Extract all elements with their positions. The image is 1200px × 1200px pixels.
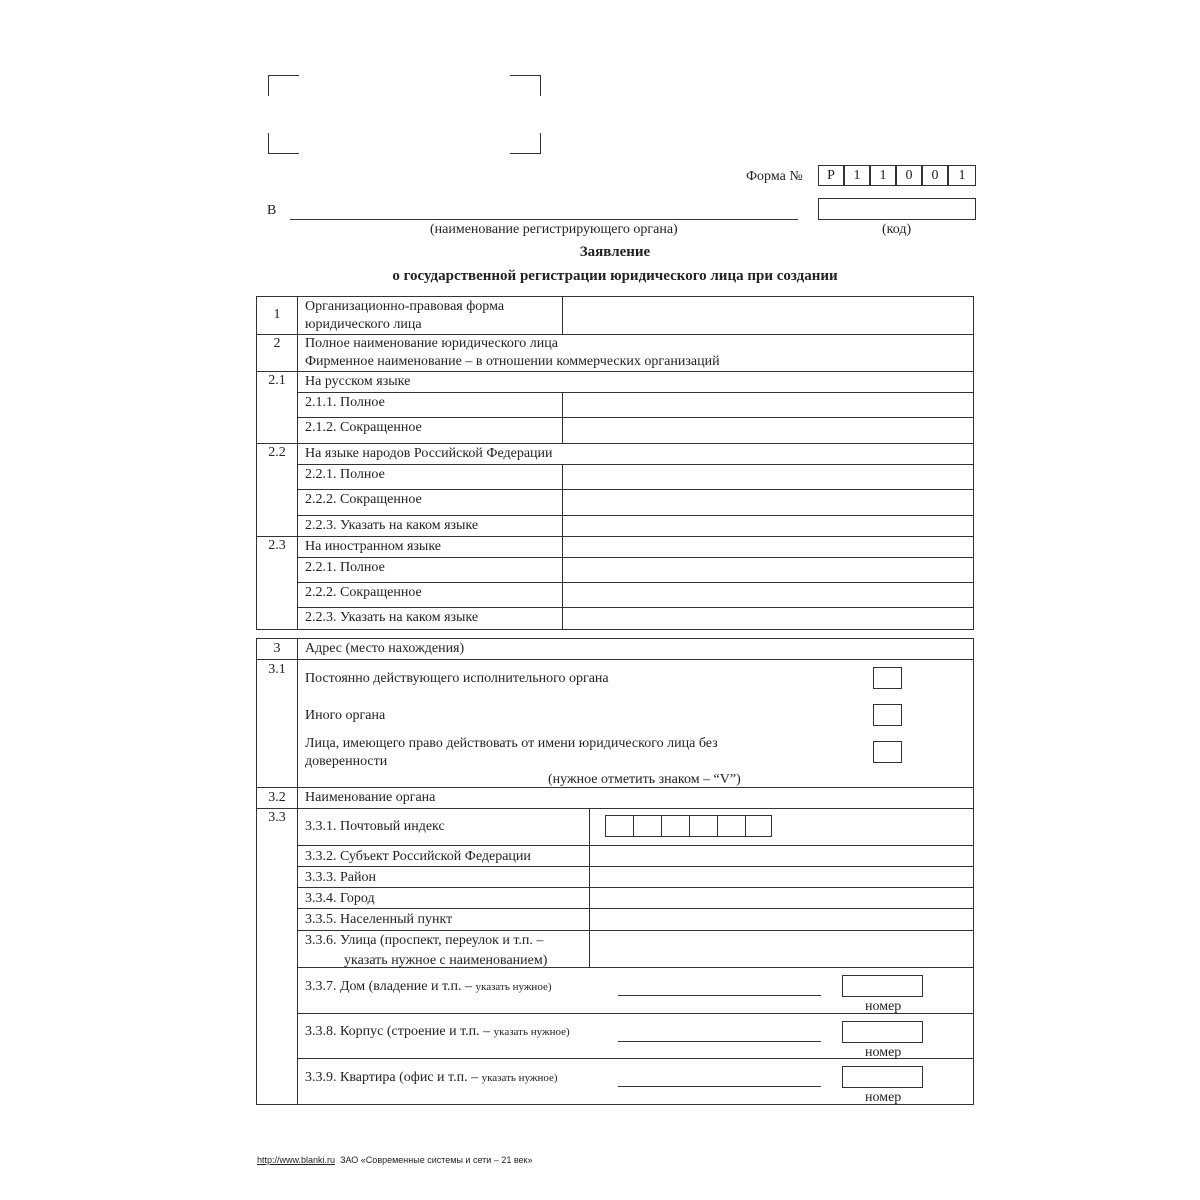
option-authorized-person-label: Лица, имеющего право действовать от имени юридического лица без (305, 736, 718, 751)
national-short-name-value[interactable] (564, 490, 972, 514)
national-language-name-label: 2.2.3. Указать на каком языке (305, 518, 479, 533)
footer-company: ЗАО «Современные системы и сети – 21 век» (340, 1155, 533, 1165)
region-label: 3.3.2. Субъект Российской Федерации (305, 849, 531, 864)
authority-hint: (наименование регистрирующего органа) (430, 222, 678, 237)
corner-mark-bottom-right (510, 133, 541, 154)
postal-code-cell[interactable] (661, 815, 690, 837)
russian-short-name-label: 2.1.2. Сокращенное (305, 420, 422, 435)
city-value[interactable] (591, 888, 972, 907)
row-number: 3.3 (268, 810, 286, 825)
document-title: Заявление (579, 244, 651, 260)
house-label: 3.3.7. Дом (владение и т.п. – указать нужное) (305, 979, 552, 994)
postal-code-cell[interactable] (689, 815, 718, 837)
settlement-label: 3.3.5. Населенный пункт (305, 912, 453, 927)
house-number-hint: номер (865, 999, 902, 1014)
house-number-field[interactable] (842, 975, 923, 997)
postal-code-label: 3.3.1. Почтовый индекс (305, 819, 445, 834)
district-label: 3.3.3. Район (305, 870, 376, 885)
apartment-number-field[interactable] (842, 1066, 923, 1088)
option-authorized-person-label-line2: доверенности (305, 754, 388, 769)
row-number: 1 (273, 307, 281, 322)
option-executive-body-checkbox[interactable] (873, 667, 902, 689)
checkmark-hint: (нужное отметить знаком – “V”) (548, 772, 741, 787)
row-number: 3 (273, 641, 281, 656)
form-number-label: Форма № (746, 169, 803, 184)
corner-mark-bottom-left (268, 133, 299, 154)
legal-form-label: Организационно-правовая форма (305, 299, 505, 314)
national-full-name-label: 2.2.1. Полное (305, 467, 385, 482)
street-value[interactable] (591, 931, 972, 966)
form-code-cell: 1 (948, 165, 976, 186)
form-code-cell: Р (818, 165, 844, 186)
option-other-body-label: Иного органа (305, 708, 386, 723)
option-other-body-checkbox[interactable] (873, 704, 902, 726)
form-code-cell: 1 (844, 165, 870, 186)
row-number: 2.3 (268, 538, 286, 553)
foreign-short-name-label: 2.2.2. Сокращенное (305, 585, 422, 600)
russian-full-name-label: 2.1.1. Полное (305, 395, 385, 410)
foreign-full-name-label: 2.2.1. Полное (305, 560, 385, 575)
brand-name-label: Фирменное наименование – в отношении коммерческих организаций (305, 354, 720, 369)
code-hint: (код) (882, 222, 912, 237)
option-executive-body-label: Постоянно действующего исполнительного органа (305, 671, 609, 686)
region-value[interactable] (591, 846, 972, 865)
russian-language-label: На русском языке (305, 374, 411, 389)
corner-mark-top-left (268, 75, 299, 96)
footer (257, 1155, 532, 1165)
national-language-label: На языке народов Российской Федерации (305, 446, 553, 461)
national-full-name-value[interactable] (564, 465, 972, 488)
footer-link[interactable]: http://www.blanki.ru (257, 1155, 336, 1165)
form-code-cell: 0 (922, 165, 948, 186)
building-type-line[interactable] (618, 1041, 821, 1042)
russian-short-name-value[interactable] (564, 418, 972, 442)
row-number: 2.1 (268, 373, 286, 388)
russian-full-name-value[interactable] (564, 393, 972, 416)
postal-code-cell[interactable] (605, 815, 634, 837)
city-label: 3.3.4. Город (305, 891, 375, 906)
option-authorized-person-checkbox[interactable] (873, 741, 902, 763)
legal-form-value[interactable] (564, 298, 972, 333)
district-value[interactable] (591, 867, 972, 886)
row-number: 3.1 (268, 662, 286, 677)
form-code-cell: 1 (870, 165, 896, 186)
street-hint: указать нужное с наименованием) (344, 953, 548, 968)
authority-prefix: В (267, 203, 277, 218)
authority-name-line[interactable] (290, 219, 798, 220)
house-type-line[interactable] (618, 995, 821, 996)
document-subtitle: о государственной регистрации юридического лица при создании (392, 268, 838, 284)
address-label: Адрес (место нахождения) (305, 641, 465, 656)
apartment-type-line[interactable] (618, 1086, 821, 1087)
row-number: 2 (273, 336, 281, 351)
authority-code-field[interactable] (818, 198, 976, 220)
row-number: 2.2 (268, 445, 286, 460)
apartment-label: 3.3.9. Квартира (офис и т.п. – указать нужное) (305, 1070, 558, 1085)
building-number-field[interactable] (842, 1021, 923, 1043)
legal-form-label-line2: юридического лица (305, 317, 422, 332)
row-number: 3.2 (268, 790, 286, 805)
national-short-name-label: 2.2.2. Сокращенное (305, 492, 422, 507)
corner-mark-top-right (510, 75, 541, 96)
national-language-name-value[interactable] (564, 516, 972, 535)
body-name-label: Наименование органа (305, 790, 436, 805)
postal-code-cell[interactable] (633, 815, 662, 837)
building-label: 3.3.8. Корпус (строение и т.п. – указать нужное) (305, 1024, 570, 1039)
street-label: 3.3.6. Улица (проспект, переулок и т.п. – (305, 933, 544, 948)
foreign-language-label: На иностранном языке (305, 539, 441, 554)
foreign-short-name-value[interactable] (564, 583, 972, 606)
form-code-cell: 0 (896, 165, 922, 186)
foreign-full-name-value[interactable] (564, 558, 972, 581)
postal-code-cell[interactable] (717, 815, 746, 837)
building-number-hint: номер (865, 1045, 902, 1060)
postal-code-cell[interactable] (745, 815, 772, 837)
full-name-label: Полное наименование юридического лица (305, 336, 558, 351)
foreign-language-name-value[interactable] (564, 608, 972, 628)
foreign-language-name-label: 2.2.3. Указать на каком языке (305, 610, 479, 625)
settlement-value[interactable] (591, 909, 972, 929)
foreign-language-value[interactable] (564, 537, 972, 556)
apartment-number-hint: номер (865, 1090, 902, 1105)
